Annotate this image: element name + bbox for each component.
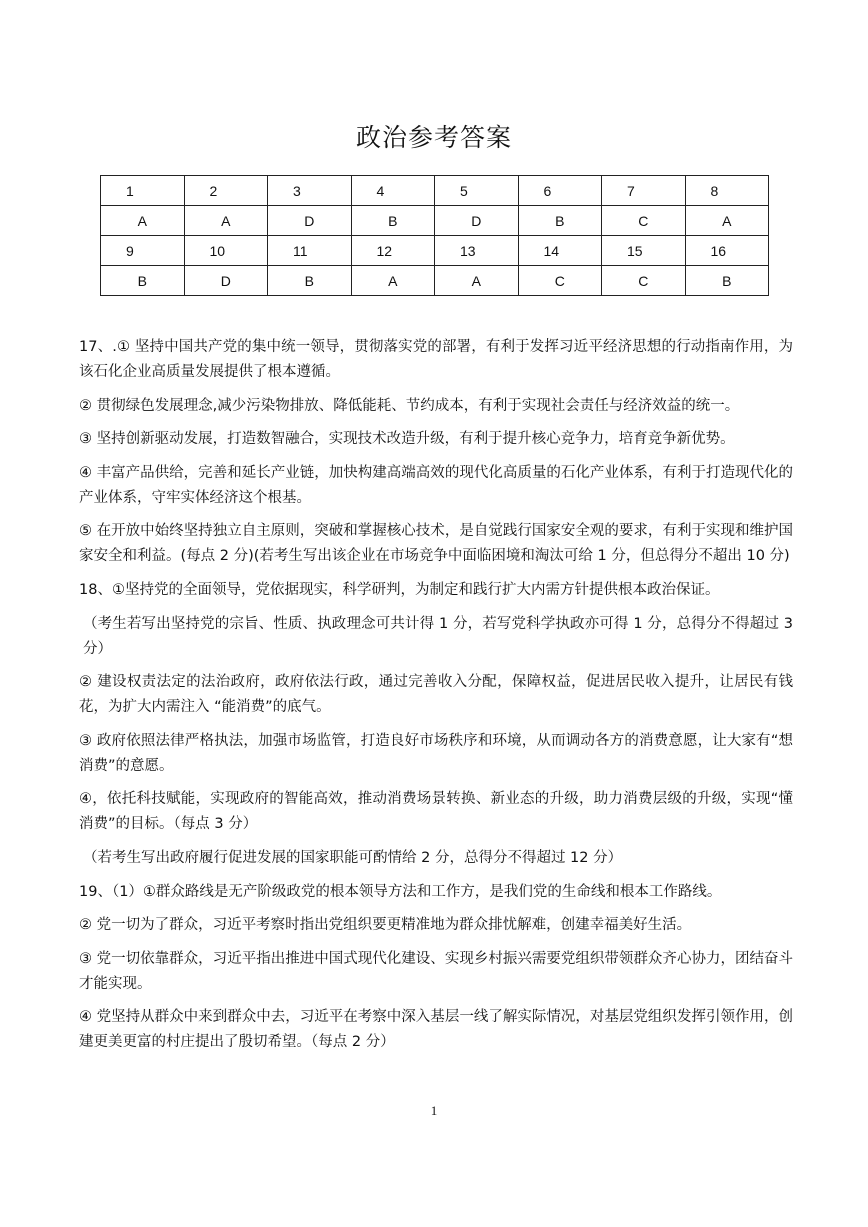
answer-paragraph: ④ 党坚持从群众中来到群众中去，习近平在考察中深入基层一线了解实际情况，对基层党组织发挥引领作用，创建更美更富的村庄提出了殷切希望。（每点 2 分） [79,1009,793,1051]
answer-cell: B [518,206,602,236]
answer-paragraph: ④，依托科技赋能，实现政府的智能高效，推动消费场景转换、新业态的升级，助力消费层级的升级，实现“懂消费”的目标。（每点 3 分） [79,791,793,833]
question-number-cell: 15 [602,236,686,266]
answer-cell: A [101,206,185,236]
answer-cell: D [268,206,352,236]
question-number-row [101,176,769,206]
answer-paragraph: ② 建设权责法定的法治政府，政府依法行政，通过完善收入分配，保障权益，促进居民收入提升，让居民有钱花，为扩大内需注入 “能消费”的底气。 [79,674,793,716]
answer-cell: C [602,266,686,296]
answer-paragraph: ② 党一切为了群众，习近平考察时指出党组织要更精准地为群众排忧解难，创建幸福美好生活。 [79,917,692,934]
page-title: 政治参考答案 [355,123,512,152]
answer-paragraph: ③ 政府依照法律严格执法，加强市场监管，打造良好市场秩序和环境，从而调动各方的消费意愿，让大家有“想消费”的意愿。 [79,732,793,774]
answer-paragraph: 17、.① 坚持中国共产党的集中统一领导，贯彻落实党的部署，有利于发挥习近平经济思想的行动指南作用，为该石化企业高质量发展提供了根本遵循。 [79,339,793,380]
answer-cell: A [435,266,519,296]
question-number-cell: 14 [518,236,602,266]
answer-cell: C [602,206,686,236]
answer-paragraph: 18、①坚持党的全面领导，党依据现实，科学研判，为制定和践行扩大内需方针提供根本政治保证。 [79,581,720,598]
question-number-cell: 6 [518,176,602,206]
answer-cell: C [518,266,602,296]
answer-cell: B [351,206,435,236]
question-number-cell: 7 [602,176,686,206]
answer-cell: A [351,266,435,296]
question-number-cell: 3 [268,176,352,206]
answer-paragraph: （若考生写出政府履行促进发展的国家职能可酌情给 2 分，总得分不得超过 12 分） [83,849,623,866]
question-number-cell: 4 [351,176,435,206]
question-number-cell: 8 [685,176,769,206]
answer-paragraph: ② 贯彻绿色发展理念,减少污染物排放、降低能耗、节约成本，有利于实现社会责任与经济效益的统一。 [79,397,740,414]
answer-row [101,266,769,296]
question-number-cell: 12 [351,236,435,266]
answer-cell: B [101,266,185,296]
question-number-cell: 1 [101,176,185,206]
answer-cell: A [184,206,268,236]
answer-cell: D [184,266,268,296]
answer-paragraph: ③ 坚持创新驱动发展，打造数智融合，实现技术改造升级，有利于提升核心竞争力，培育竞争新优势。 [79,431,735,448]
question-number-cell: 2 [184,176,268,206]
question-number-cell: 9 [101,236,185,266]
question-number-cell: 13 [435,236,519,266]
page-number: 1 [430,1103,438,1118]
answer-paragraph: ③ 党一切依靠群众，习近平指出推进中国式现代化建设、实现乡村振兴需要党组织带领群众齐心协力，团结奋斗才能实现。 [79,950,793,992]
answer-cell: A [685,206,769,236]
answer-table [100,175,769,296]
question-number-cell: 11 [268,236,352,266]
answer-cell: B [268,266,352,296]
answer-paragraph: ④ 丰富产品供给，完善和延长产业链，加快构建高端高效的现代化高质量的石化产业体系，有利于打造现代化的产业体系，守牢实体经济这个根基。 [79,464,793,506]
question-number-cell: 10 [184,236,268,266]
answer-cell: D [435,206,519,236]
answer-paragraph: （考生若写出坚持党的宗旨、性质、执政理念可共计得 1 分，若写党科学执政亦可得 1 分，总得分不得超过 3 分） [83,615,793,657]
answer-cell: B [685,266,769,296]
answer-explanations [79,335,793,1064]
question-number-row [101,236,769,266]
answer-paragraph: 19、（1）①群众路线是无产阶级政党的根本领导方法和工作方，是我们党的生命线和根本工作路线。 [79,883,722,900]
answer-row [101,206,769,236]
answer-paragraph: ⑤ 在开放中始终坚持独立自主原则，突破和掌握核心技术，是自觉践行国家安全观的要求，有利于实现和维护国家安全和利益。(每点 2 分)(若考生写出该企业在市场竞争中面临困境和淘汰可给 1 分，但总得分不超出 10 分) [79,523,793,565]
question-number-cell: 5 [435,176,519,206]
question-number-cell: 16 [685,236,769,266]
